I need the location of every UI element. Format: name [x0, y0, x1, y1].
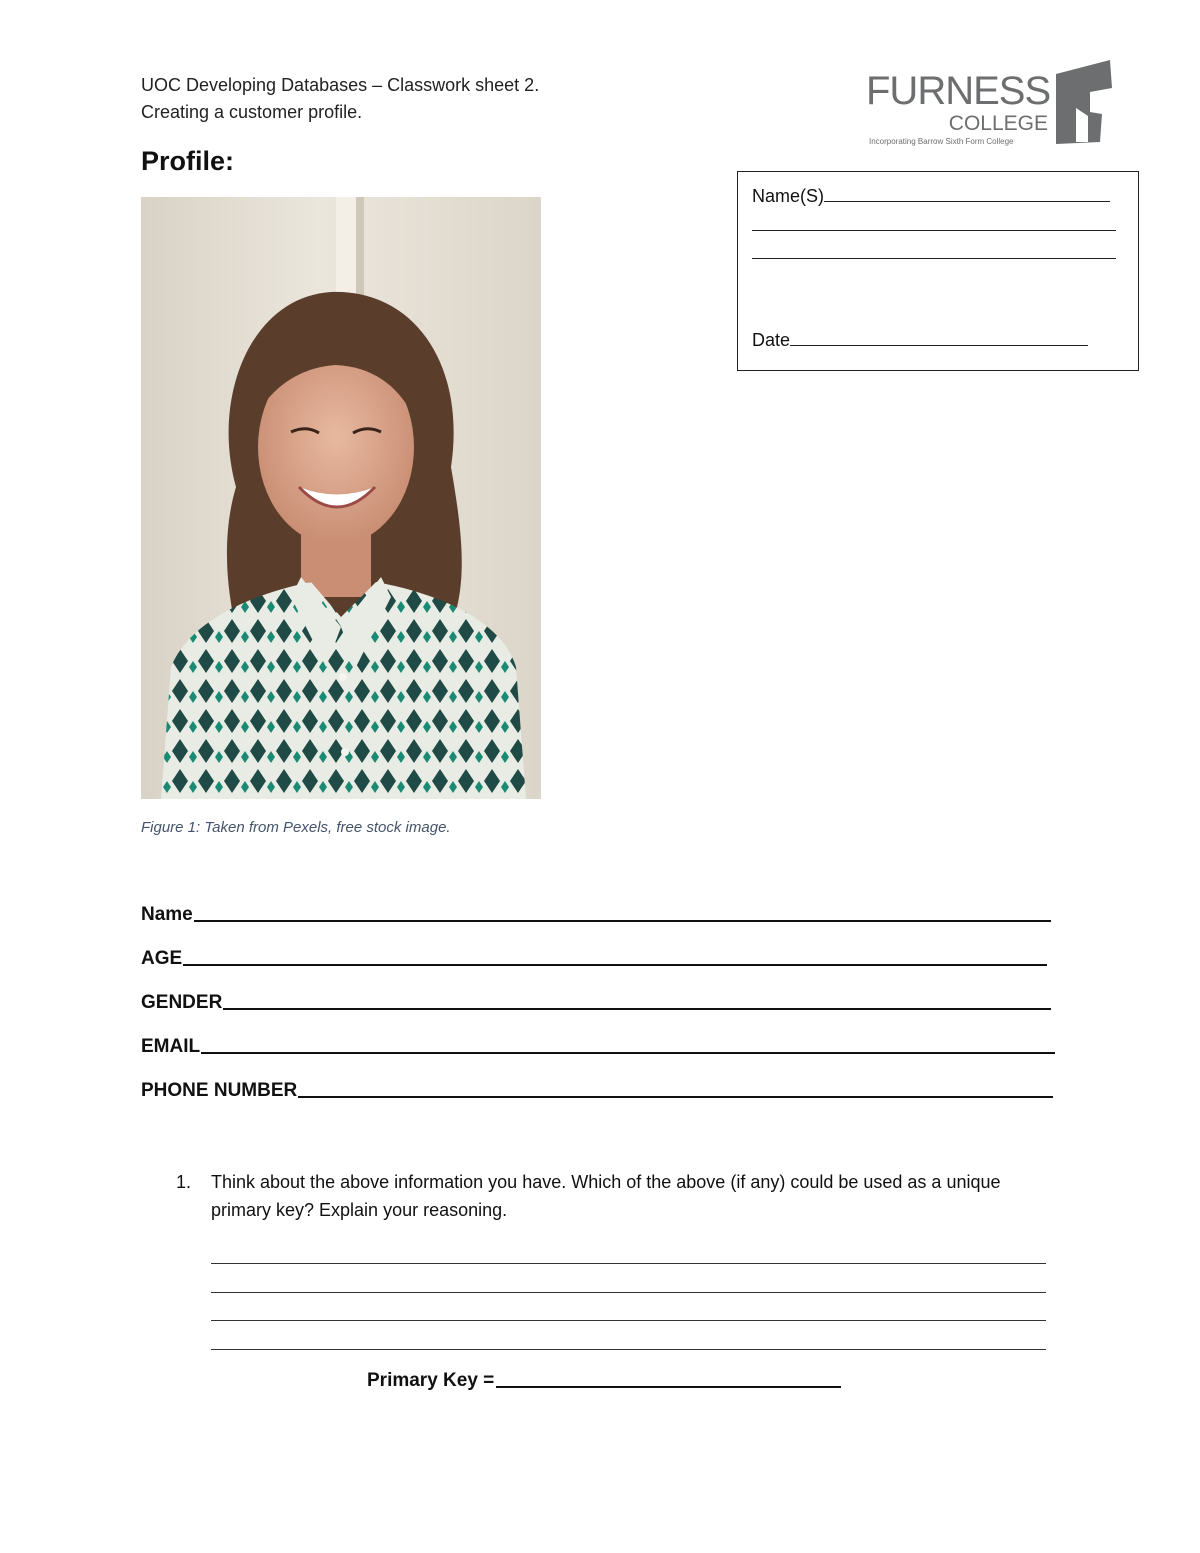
- answer-line-1[interactable]: [211, 1263, 1046, 1264]
- date-line: [752, 330, 1088, 351]
- field-name-blank[interactable]: [194, 920, 1051, 922]
- date-blank[interactable]: [790, 344, 1088, 346]
- primary-key-blank[interactable]: [496, 1386, 841, 1388]
- logo-tagline: Incorporating Barrow Sixth Form College: [869, 137, 1014, 146]
- answer-line-3[interactable]: [211, 1320, 1046, 1321]
- logo-name: FURNESS: [866, 69, 1051, 113]
- profile-photo: [141, 197, 541, 799]
- date-label: Date: [752, 330, 791, 350]
- college-logo-mark: [866, 58, 1116, 150]
- field-gender-blank[interactable]: [223, 1008, 1051, 1010]
- primary-key-row: [367, 1370, 841, 1392]
- name-line: [752, 186, 1110, 207]
- field-phone: [141, 1080, 1053, 1102]
- field-email-label: EMAIL: [141, 1036, 201, 1057]
- primary-key-label: Primary Key =: [367, 1370, 495, 1391]
- field-email: [141, 1036, 1055, 1058]
- field-name: [141, 904, 1051, 926]
- figure-caption: Figure 1: Taken from Pexels, free stock image.: [141, 819, 451, 836]
- name-label: Name(S): [752, 186, 825, 206]
- question-text: Think about the above information you have. Which of the above (if any) could be used as a unique primary key? Explain your reasoning.: [211, 1172, 1001, 1220]
- field-gender: [141, 992, 1051, 1014]
- name-blank-line-3[interactable]: [752, 258, 1116, 259]
- field-email-blank[interactable]: [201, 1052, 1055, 1054]
- question-number: 1.: [176, 1172, 192, 1192]
- field-phone-label: PHONE NUMBER: [141, 1080, 298, 1101]
- answer-line-4[interactable]: [211, 1349, 1046, 1350]
- field-name-label: Name: [141, 904, 193, 925]
- field-age: [141, 948, 1047, 970]
- field-gender-label: GENDER: [141, 992, 223, 1013]
- field-age-blank[interactable]: [183, 964, 1047, 966]
- college-logo: [866, 58, 1116, 150]
- field-age-label: AGE: [141, 948, 183, 969]
- logo-sub: COLLEGE: [948, 112, 1048, 135]
- student-name-box: [737, 171, 1139, 371]
- field-phone-blank[interactable]: [298, 1096, 1053, 1098]
- profile-heading: Profile:: [141, 146, 235, 176]
- name-blank-line-2[interactable]: [752, 230, 1116, 231]
- header-subtitle: Creating a customer profile.: [141, 102, 363, 122]
- name-blank[interactable]: [824, 200, 1110, 202]
- header-title: UOC Developing Databases – Classwork sheet 2.: [141, 75, 540, 95]
- answer-line-2[interactable]: [211, 1292, 1046, 1293]
